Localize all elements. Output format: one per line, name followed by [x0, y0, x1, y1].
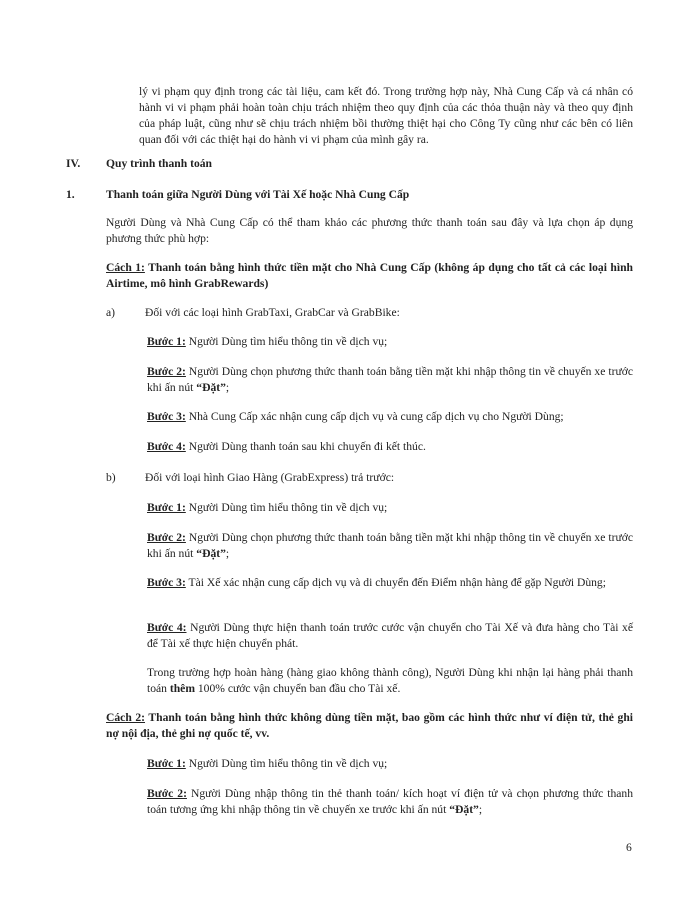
- m2-step-1: [147, 756, 633, 772]
- step-text: Người Dùng tìm hiểu thông tin về dịch vụ;: [185, 501, 388, 514]
- b-step-1: [147, 500, 633, 516]
- step-quote: “Đặt”: [449, 803, 479, 816]
- page-number: 6: [626, 841, 632, 854]
- step-tail: ;: [225, 381, 230, 394]
- item-a-title: Đối với các loại hình GrabTaxi, GrabCar và GrabBike:: [145, 306, 400, 319]
- item-b-marker: b): [106, 471, 116, 484]
- step-text: Người Dùng tìm hiểu thông tin về dịch vụ;: [185, 335, 388, 348]
- step-tail: ;: [225, 547, 230, 560]
- item-a-marker: a): [106, 306, 116, 319]
- section-title: Quy trình thanh toán: [106, 157, 212, 170]
- method2-label: Cách 2:: [106, 711, 146, 724]
- a-step-1: [147, 334, 633, 350]
- step-quote: “Đặt”: [196, 547, 226, 560]
- step-text: Người Dùng nhập thông tin thẻ thanh toán/ kích hoạt ví điện tử và chọn phương thức thanh toán tương ứng khi nhập thông tin về chuyến xe trước khi ấn nút: [147, 787, 633, 816]
- step-label: Bước 4:: [147, 440, 186, 453]
- step-label: Bước 3:: [147, 410, 186, 423]
- note-bold: thêm: [169, 682, 195, 695]
- step-text: Người Dùng tìm hiểu thông tin về dịch vụ;: [185, 757, 388, 770]
- step-tail: ;: [478, 803, 483, 816]
- b-step-2: [147, 530, 633, 562]
- step-label: Bước 1:: [147, 501, 186, 514]
- step-label: Bước 3:: [147, 576, 186, 589]
- a-step-2: [147, 364, 633, 396]
- step-text: Tài Xế xác nhận cung cấp dịch vụ và di chuyển đến Điểm nhận hàng để gặp Người Dùng;: [185, 576, 606, 589]
- note-text: Trong trường hợp hoàn hàng (hàng giao không thành công), Người Dùng khi nhận lại hàng phải thanh toán: [147, 666, 633, 695]
- m2-step-2: [147, 786, 633, 818]
- step-label: Bước 2:: [147, 531, 186, 544]
- subsection-number: 1.: [66, 188, 75, 201]
- subsection-intro: Người Dùng và Nhà Cung Cấp có thể tham khảo các phương thức thanh toán sau đây và lựa chọn áp dụng phương thức phù hợp:: [106, 216, 633, 245]
- method1-title: Thanh toán bằng hình thức tiền mặt cho Nhà Cung Cấp (không áp dụng cho tất cả các loại hình Airtime, mô hình GrabRewards): [106, 261, 633, 290]
- method2-heading: [106, 710, 633, 742]
- step-quote: “Đặt”: [196, 381, 226, 394]
- step-label: Bước 2:: [147, 787, 187, 800]
- step-text: Người Dùng chọn phương thức thanh toán bằng tiền mặt khi nhập thông tin về chuyến xe trước khi ấn nút: [147, 365, 634, 394]
- intro-paragraph: lý vi phạm quy định trong các tài liệu, cam kết đó. Trong trường hợp này, Nhà Cung Cấp và cá nhân có hành vi vi phạm phải hoàn toàn chịu trách nhiệm theo quy định của các thỏa thuận này và theo quy định của pháp luật, cũng như sẽ chịu trách nhiệm bồi thường thiệt hại cho Công Ty cũng như các bên có liên quan đối với các thiệt hại do hành vi vi phạm của mình gây ra.: [139, 85, 633, 146]
- a-step-4: [147, 439, 633, 455]
- step-text: Nhà Cung Cấp xác nhận cung cấp dịch vụ và cung cấp dịch vụ cho Người Dùng;: [185, 410, 564, 423]
- return-note: [147, 665, 633, 697]
- step-label: Bước 4:: [147, 621, 187, 634]
- note-text-end: 100% cước vận chuyển ban đầu cho Tài xế.: [194, 682, 401, 695]
- method2-title: Thanh toán bằng hình thức không dùng tiền mặt, bao gồm các hình thức như ví điện tử, thẻ ghi nợ nội địa, thẻ ghi nợ quốc tế, vv.: [106, 711, 633, 740]
- step-text: Người Dùng chọn phương thức thanh toán bằng tiền mặt khi nhập thông tin về chuyến xe trước khi ấn nút: [147, 531, 634, 560]
- item-b-title: Đối với loại hình Giao Hàng (GrabExpress) trả trước:: [145, 471, 395, 484]
- subsection-title: Thanh toán giữa Người Dùng với Tài Xế hoặc Nhà Cung Cấp: [106, 188, 410, 201]
- step-label: Bước 1:: [147, 335, 186, 348]
- a-step-3: [147, 409, 633, 425]
- b-step-4: [147, 620, 633, 652]
- step-label: Bước 1:: [147, 757, 186, 770]
- step-label: Bước 2:: [147, 365, 186, 378]
- method1-label: Cách 1:: [106, 261, 145, 274]
- section-number: IV.: [66, 157, 81, 170]
- method1-heading: [106, 260, 633, 292]
- step-text: Người Dùng thực hiện thanh toán trước cước vận chuyển cho Tài Xế và đưa hàng cho Tài xế để Tài xế thực hiện chuyển phát.: [147, 621, 633, 650]
- b-step-3: [147, 575, 633, 591]
- step-text: Người Dùng thanh toán sau khi chuyến đi kết thúc.: [185, 440, 426, 453]
